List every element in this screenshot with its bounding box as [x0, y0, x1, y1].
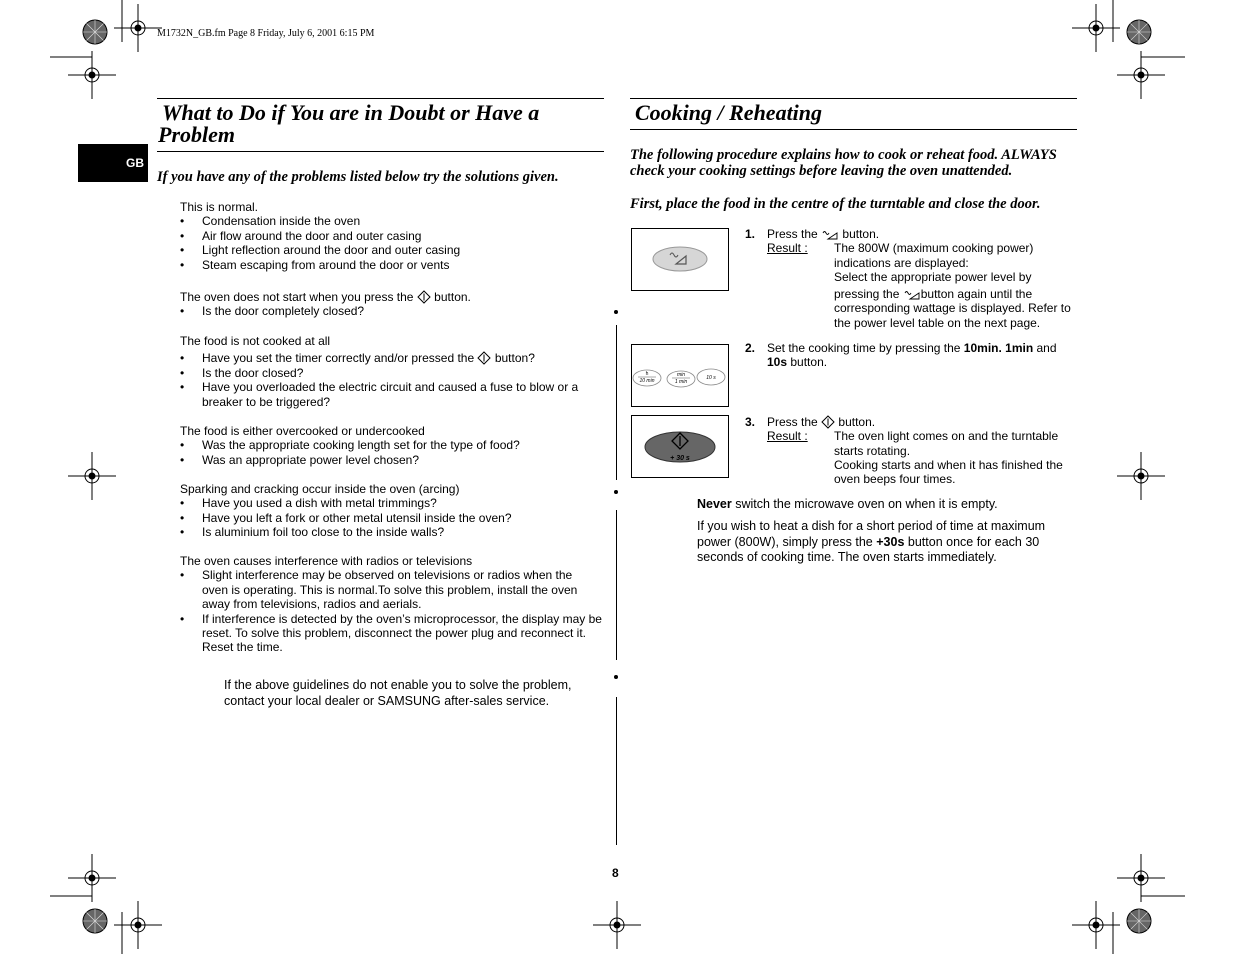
power-button-illustration [631, 228, 729, 291]
quick-heat-note: If you wish to heat a dish for a short period of time at maximum power (800W), simply press the +30s button once for each 30 seconds of cooking time. The oven starts immediately. [697, 519, 1046, 564]
right-title: Cooking / Reheating [635, 100, 823, 125]
page-number: 8 [612, 866, 619, 880]
list-item: • Condensation inside the oven [180, 214, 605, 228]
section-not-cooked [180, 334, 605, 409]
footer-note: If the above guidelines do not enable you to solve the problem, contact your local dealer or SAMSUNG after-sales service. [224, 678, 572, 708]
step-number: 2. [745, 341, 756, 355]
section-not-start [180, 290, 605, 319]
list-item: • Was an appropriate power level chosen? [180, 453, 605, 467]
list-item: • Slight interference may be observed on televisions or radios when the oven is operating. This is normal.To solve this problem, install the oven away from televisions, radios and aerials. [180, 568, 597, 611]
list-item: • Air flow around the door and outer casing [180, 229, 605, 243]
column-divider [616, 325, 617, 480]
power-icon [903, 289, 921, 301]
result-label: Result : [767, 429, 808, 444]
left-title-rule-top [157, 98, 604, 99]
file-header: M1732N_GB.fm Page 8 Friday, July 6, 2001 6:15 PM [157, 28, 375, 39]
left-title-rule-bottom [157, 151, 604, 152]
list-item: • Have you used a dish with metal trimmings? [180, 496, 605, 510]
start-icon [477, 351, 491, 365]
left-title-line-1: What to Do if You are in Doubt or Have a [162, 100, 540, 125]
right-title-rule-top [630, 98, 1077, 99]
list-item: • Was the appropriate cooking length set for the type of food? [180, 438, 605, 452]
ten-s-label: 10 s [706, 375, 716, 381]
language-tab: GB [78, 144, 148, 182]
left-intro: If you have any of the problems listed below try the solutions given. [157, 169, 559, 185]
section-over-under [180, 424, 605, 467]
step-2 [745, 341, 1085, 370]
step-number: 1. [745, 227, 756, 241]
column-divider [616, 697, 617, 845]
divider-dot [614, 310, 618, 314]
step-3 [745, 415, 1085, 486]
section-heading: The food is either overcooked or undercooked [180, 424, 425, 438]
list-item: • Is the door completely closed? [180, 304, 605, 318]
time-buttons-icon [632, 345, 728, 406]
start-button-illustration [631, 415, 729, 478]
divider-dot [614, 490, 618, 494]
right-intro-2: First, place the food in the centre of the turntable and close the door. [630, 196, 1041, 212]
section-heading: The oven does not start when you press the button. [180, 290, 471, 304]
result-line: Select the appropriate power level by [834, 269, 1032, 284]
step-number: 3. [745, 415, 756, 429]
result-label: Result : [767, 241, 808, 256]
left-title [158, 100, 602, 147]
list-item: • Have you set the timer correctly and/or pressed the button? [180, 351, 605, 365]
step-text: Set the cooking time by pressing the 10min. 1min and 10s button. [767, 341, 1057, 370]
list-item: • If interference is detected by the oven’s microprocessor, the display may be reset. To solve this problem, disconnect the power plug and reconnect it. Reset the time. [180, 612, 605, 655]
section-heading: The oven causes interference with radios or televisions [180, 554, 473, 568]
start-icon [821, 415, 835, 429]
step-result [767, 241, 1085, 330]
power-icon [821, 229, 839, 241]
result-line: The 800W (maximum cooking power) indications are displayed: [834, 241, 1034, 270]
step-text: Press the button. [767, 227, 880, 241]
power-button-icon [632, 229, 728, 290]
section-heading: This is normal. [180, 200, 259, 214]
section-heading: Sparking and cracking occur inside the oven (arcing) [180, 482, 460, 496]
step-1 [745, 227, 1085, 330]
list-item: • Is the door closed? [180, 366, 605, 380]
section-heading: The food is not cooked at all [180, 334, 331, 348]
start-button-icon [632, 416, 728, 477]
section-interference [180, 554, 605, 655]
list-item: • Is aluminium foil too close to the inside walls? [180, 525, 605, 539]
result-line: pressing the button again until the corresponding wattage is displayed. Refer to the power level table on the next page. [834, 287, 1071, 330]
list-item: • Light reflection around the door and outer casing [180, 243, 605, 257]
list-item: • Have you overloaded the electric circuit and caused a fuse to blow or a breaker to be triggered? [180, 380, 597, 409]
section-arcing [180, 482, 605, 540]
section-normal [180, 200, 605, 272]
list-item: • Steam escaping from around the door or vents [180, 258, 605, 272]
hour-label: h [645, 371, 649, 377]
result-line: The oven light comes on and the turntable starts rotating. [834, 429, 1059, 458]
ten-min-label: 10 min [639, 378, 655, 384]
min-label: min [676, 372, 686, 378]
result-line: Cooking starts and when it has finished the oven beeps four times. [834, 457, 1063, 487]
start-icon [417, 290, 431, 304]
divider-dot [614, 675, 618, 679]
left-title-line-2: Problem [158, 122, 235, 147]
right-intro: The following procedure explains how to cook or reheat food. ALWAYS check your cooking settings before leaving the oven unattended. [630, 147, 1057, 179]
plus30-label: + 30 s [670, 455, 690, 462]
column-divider [616, 510, 617, 660]
never-note: Never switch the microwave oven on when it is empty. [697, 497, 998, 511]
list-item: • Have you left a fork or other metal utensil inside the oven? [180, 511, 605, 525]
right-title-rule-bottom [630, 129, 1077, 130]
step-text: Press the button. [767, 415, 876, 429]
step-result [767, 429, 1085, 486]
one-min-label: 1 min [674, 379, 688, 385]
time-buttons-illustration [631, 344, 729, 407]
